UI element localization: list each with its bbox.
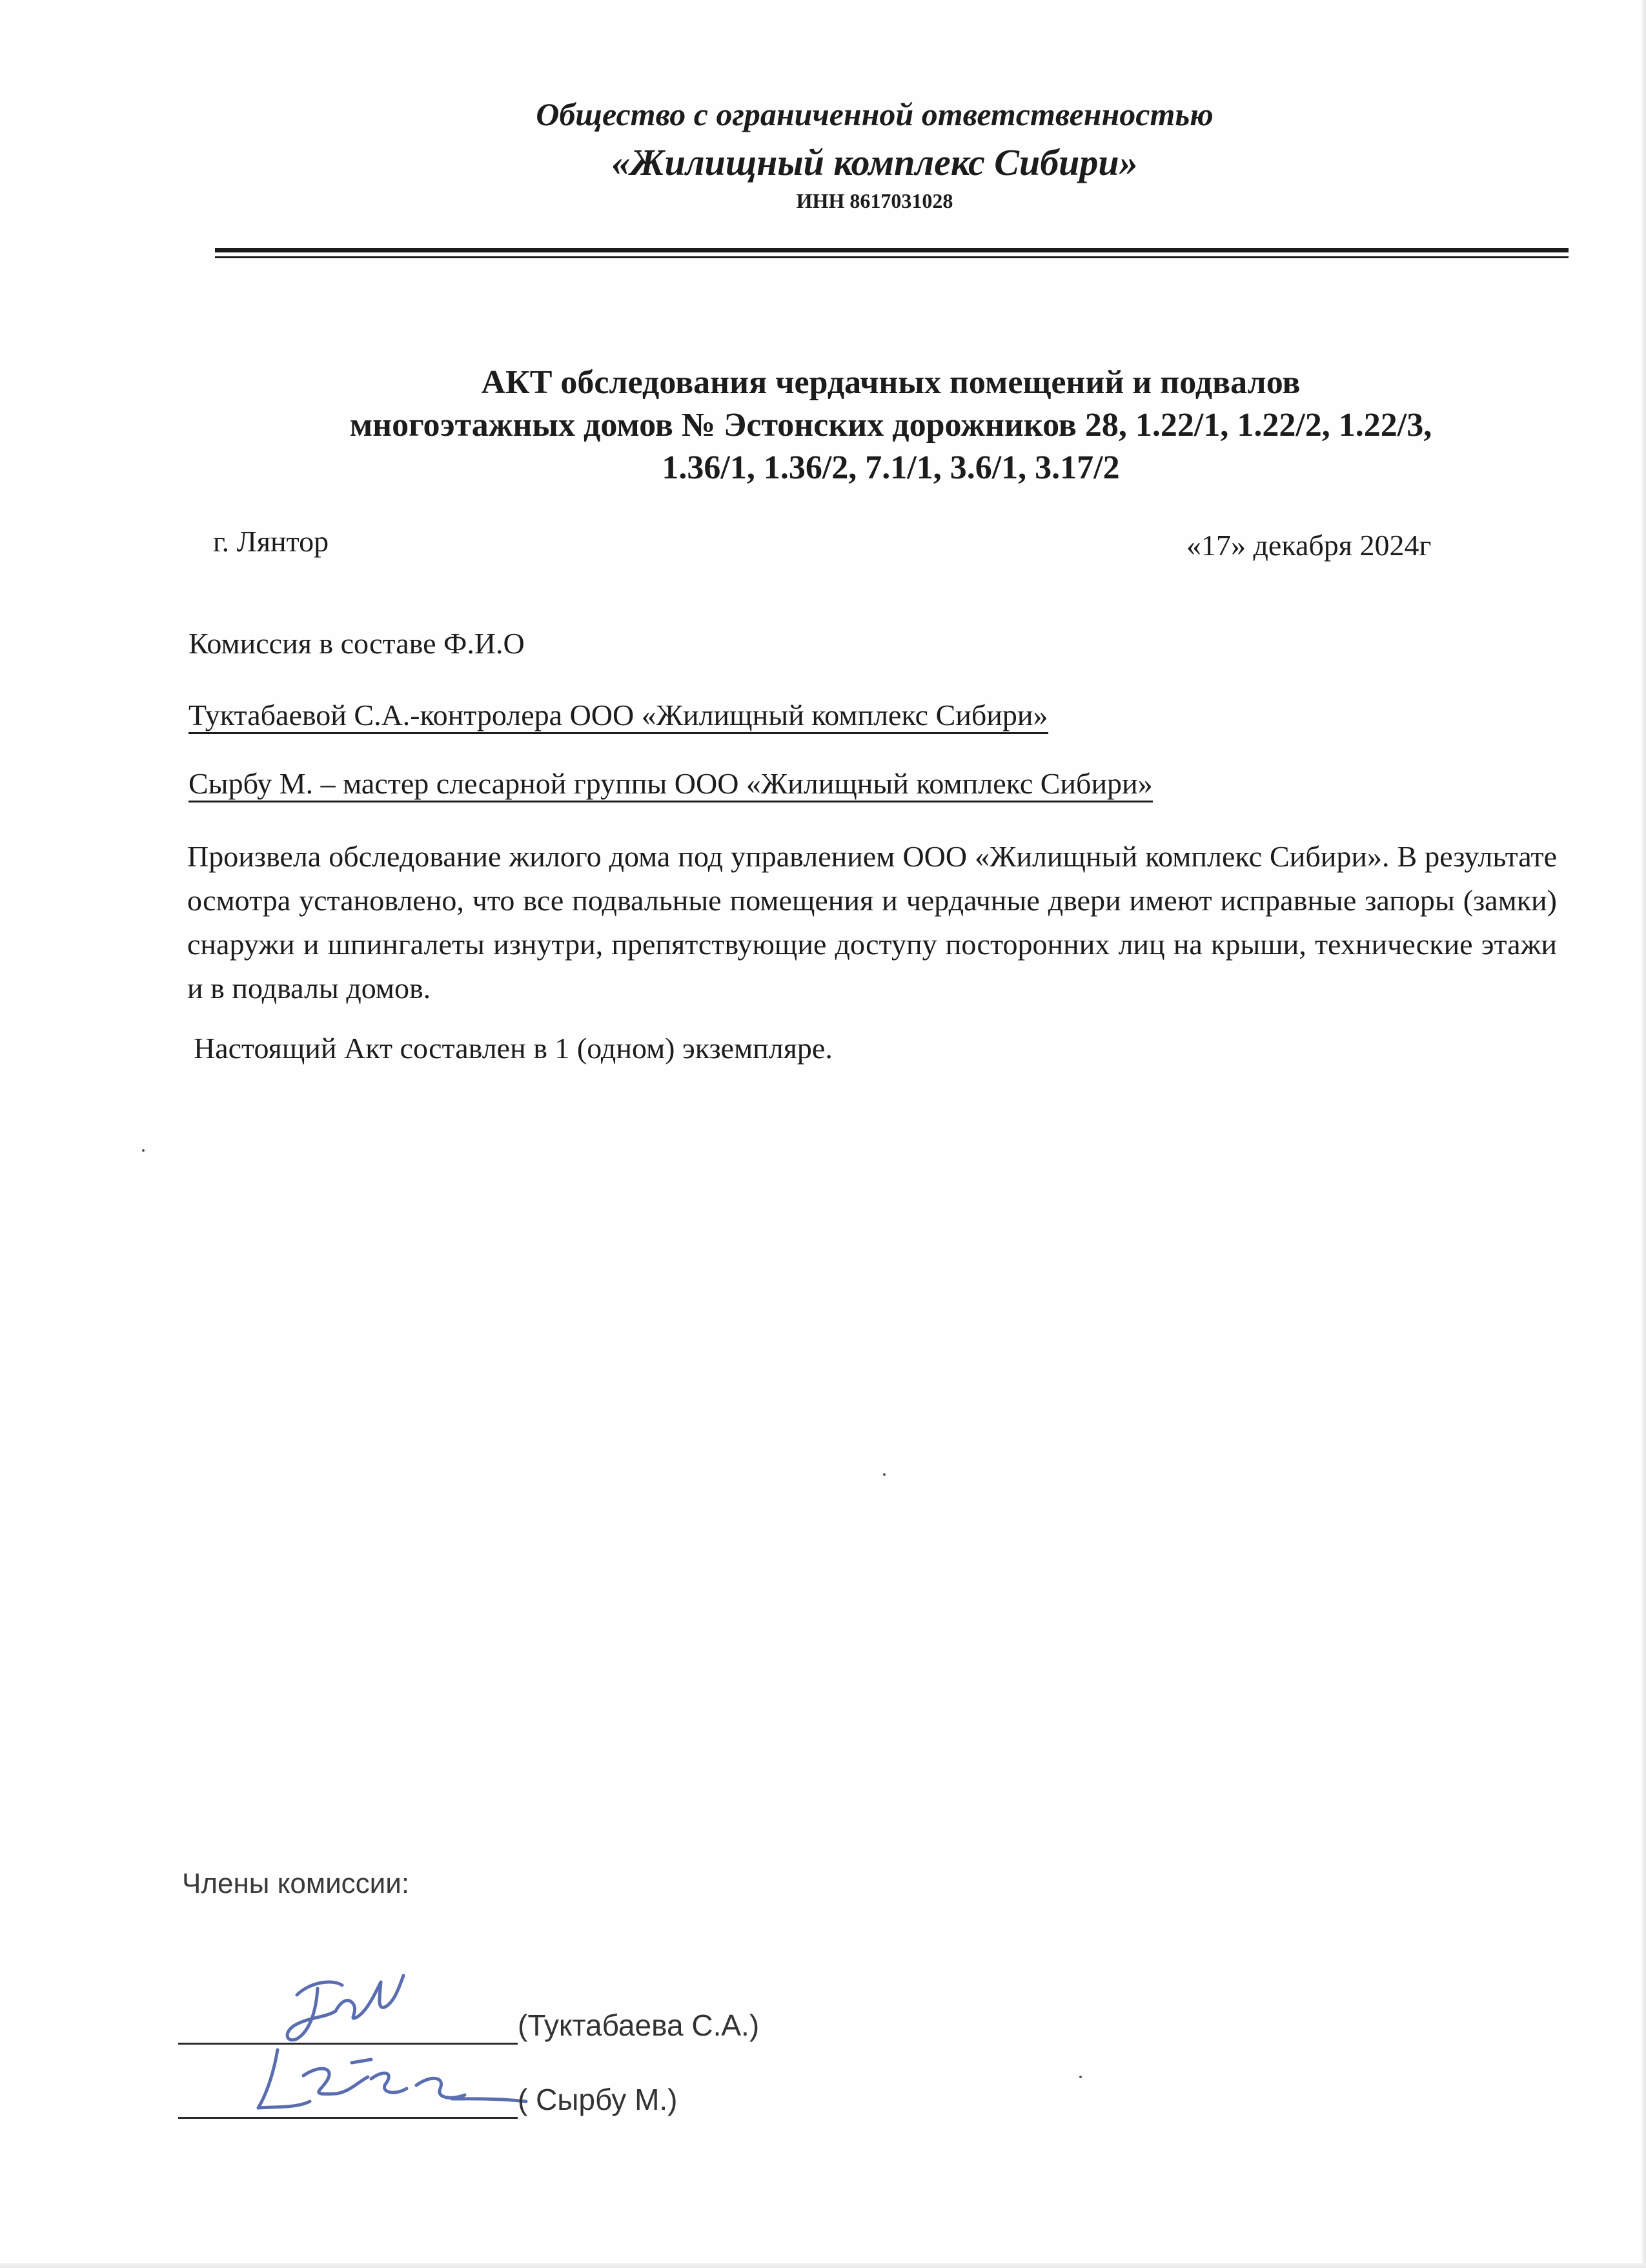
closing-statement: Настоящий Акт составлен в 1 (одном) экземпляре. [194,1032,833,1065]
document-title [213,362,1569,489]
signatures-label: Члены комиссии: [182,1868,410,1899]
signatory-name-1: (Туктабаева С.А.) [518,2008,760,2042]
scan-speck [883,1473,886,1476]
document-place: г. Лянтор [213,525,329,558]
signatory-name-2: ( Сырбу М.) [518,2083,678,2116]
header-divider-thick [215,248,1569,252]
org-type: Общество с ограниченной ответственностью [536,96,1214,132]
commission-member-2: Сырбу М. – мастер слесарной группы ООО «Жилищный комплекс Сибири» [188,767,1153,802]
document-date: «17» декабря 2024г [1186,529,1432,562]
org-name: «Жилищный комплекс Сибири» [611,141,1138,183]
handwritten-signature-2 [239,2037,536,2127]
scan-speck [1079,2076,1082,2078]
title-line-2: многоэтажных домов № Эстонских дорожников 28, 1.22/1, 1.22/2, 1.22/3, [349,407,1432,444]
commission-member-1: Туктабаевой С.А.-контролера ООО «Жилищный комплекс Сибири» [188,699,1048,734]
scan-speck [142,1149,145,1152]
signature-line-2 [178,2117,518,2119]
scan-edge-right [1642,0,1646,2268]
inspection-result-text: Произвела обследование жилого дома под управлением ООО «Жилищный комплекс Сибири». В результате осмотра установлено, что все подвальные помещения и чердачные двери имеют исправные запоры (замки) снаружи и шпингалеты изнутри, препятствующие доступу посторонних лиц на крыши, технические этажи и в подвалы домов. [187,840,1557,1005]
scan-edge-bottom [0,2263,1646,2268]
commission-label: Комиссия в составе Ф.И.О [188,627,525,660]
title-line-3: 1.36/1, 1.36/2, 7.1/1, 3.6/1, 3.17/2 [662,449,1120,486]
title-line-1: АКТ обследования чердачных помещений и подвалов [481,364,1301,401]
header-divider-thin [215,256,1569,258]
org-inn: ИНН 8617031028 [796,189,953,212]
